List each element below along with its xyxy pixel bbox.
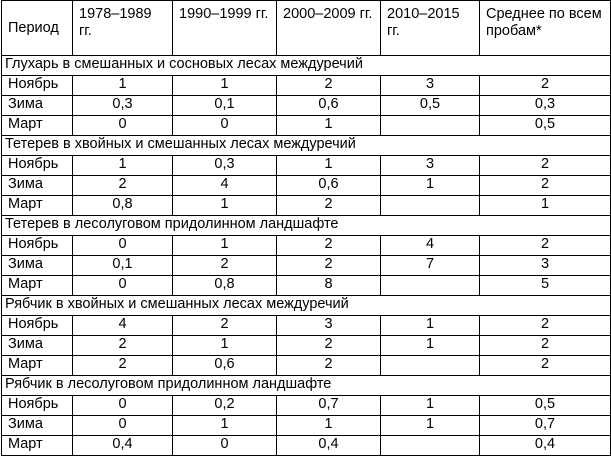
- row-label: Ноябрь: [2, 316, 73, 336]
- table-row: [2, 76, 611, 96]
- row-label: Зима: [2, 416, 73, 436]
- table-cell: 2: [277, 196, 381, 216]
- table-row: [2, 156, 611, 176]
- table-row: [2, 436, 611, 456]
- section-title: Глухарь в смешанных и сосновых лесах междуречий: [2, 56, 611, 76]
- row-label: Ноябрь: [2, 236, 73, 256]
- header-1990-1999: 1990–1999 гг.: [173, 1, 277, 56]
- header-row: [2, 1, 611, 56]
- table-cell: 0,3: [173, 156, 277, 176]
- table-cell: 2: [277, 236, 381, 256]
- table-cell: 7: [381, 256, 480, 276]
- table-cell: 0,5: [480, 116, 611, 136]
- table-cell: 1: [277, 416, 381, 436]
- table-row: [2, 396, 611, 416]
- table-row: [2, 416, 611, 436]
- table-cell: [381, 116, 480, 136]
- table-row: [2, 276, 611, 296]
- table-cell: 2: [73, 176, 173, 196]
- table-cell: 0,2: [173, 396, 277, 416]
- table-cell: 3: [381, 156, 480, 176]
- table-cell: 2: [480, 236, 611, 256]
- header-period: Период: [2, 1, 73, 56]
- row-label: Зима: [2, 256, 73, 276]
- row-label: Ноябрь: [2, 156, 73, 176]
- table-row: [2, 196, 611, 216]
- row-label: Март: [2, 436, 73, 456]
- row-label: Ноябрь: [2, 396, 73, 416]
- row-label: Март: [2, 356, 73, 376]
- table-cell: [381, 276, 480, 296]
- table-cell: 3: [381, 76, 480, 96]
- table-cell: 3: [277, 316, 381, 336]
- table-cell: 1: [277, 116, 381, 136]
- table-cell: 0,3: [480, 96, 611, 116]
- table-cell: 2: [73, 356, 173, 376]
- table-cell: 0: [73, 116, 173, 136]
- table-cell: 0,1: [173, 96, 277, 116]
- table-cell: 1: [173, 236, 277, 256]
- table-cell: [381, 196, 480, 216]
- section-header-row: [2, 296, 611, 316]
- table-cell: 1: [73, 76, 173, 96]
- table-cell: 0,5: [381, 96, 480, 116]
- table-cell: 2: [277, 256, 381, 276]
- table-cell: 1: [381, 336, 480, 356]
- row-label: Ноябрь: [2, 76, 73, 96]
- table-cell: 1: [381, 316, 480, 336]
- table-cell: 2: [173, 316, 277, 336]
- section-header-row: [2, 56, 611, 76]
- section-title: Тетерев в хвойных и смешанных лесах междуречий: [2, 136, 611, 156]
- table-cell: 1: [173, 76, 277, 96]
- data-table: [1, 0, 611, 456]
- table-cell: 1: [381, 176, 480, 196]
- row-label: Зима: [2, 96, 73, 116]
- table-cell: 0: [73, 416, 173, 436]
- table-cell: 2: [480, 76, 611, 96]
- table-cell: 2: [480, 336, 611, 356]
- table-row: [2, 336, 611, 356]
- section-title: Рябчик в лесолуговом придолинном ландшафте: [2, 376, 611, 396]
- table-cell: 1: [73, 156, 173, 176]
- section-header-row: [2, 376, 611, 396]
- table-body: [2, 56, 611, 456]
- table-row: [2, 116, 611, 136]
- table-cell: 2: [480, 356, 611, 376]
- table-cell: 0,8: [73, 196, 173, 216]
- row-label: Зима: [2, 176, 73, 196]
- table-row: [2, 176, 611, 196]
- section-header-row: [2, 216, 611, 236]
- table-cell: 0,4: [73, 436, 173, 456]
- table-cell: 2: [480, 176, 611, 196]
- table-cell: 2: [173, 256, 277, 276]
- header-1978-1989: 1978–1989 гг.: [73, 1, 173, 56]
- table-cell: 5: [480, 276, 611, 296]
- table-cell: 1: [173, 196, 277, 216]
- row-label: Зима: [2, 336, 73, 356]
- table-cell: 1: [381, 416, 480, 436]
- table-cell: 0,5: [480, 396, 611, 416]
- table-cell: 0: [173, 436, 277, 456]
- table-cell: 2: [277, 336, 381, 356]
- table-cell: 4: [173, 176, 277, 196]
- table-cell: 1: [173, 336, 277, 356]
- table-cell: 0: [73, 236, 173, 256]
- table-cell: 0,4: [277, 436, 381, 456]
- table-cell: [381, 436, 480, 456]
- section-header-row: [2, 136, 611, 156]
- table-cell: 2: [277, 356, 381, 376]
- table-cell: 2: [277, 76, 381, 96]
- table-cell: 1: [277, 156, 381, 176]
- table-cell: 0,4: [480, 436, 611, 456]
- table-cell: 0,7: [277, 396, 381, 416]
- table-cell: 2: [480, 156, 611, 176]
- table-cell: 0,3: [73, 96, 173, 116]
- row-label: Март: [2, 116, 73, 136]
- table-row: [2, 356, 611, 376]
- table-cell: 4: [381, 236, 480, 256]
- table-cell: 8: [277, 276, 381, 296]
- table-row: [2, 316, 611, 336]
- table-cell: 0,7: [480, 416, 611, 436]
- table-cell: 1: [480, 196, 611, 216]
- table-cell: [381, 356, 480, 376]
- table-cell: 2: [480, 316, 611, 336]
- header-2010-2015: 2010–2015 гг.: [381, 1, 480, 56]
- table-cell: 1: [381, 396, 480, 416]
- section-title: Рябчик в хвойных и смешанных лесах междуречий: [2, 296, 611, 316]
- table-cell: 0: [173, 116, 277, 136]
- table-cell: 4: [73, 316, 173, 336]
- header-average: Среднее по всем пробам*: [480, 1, 611, 56]
- row-label: Март: [2, 276, 73, 296]
- table-cell: 0,6: [173, 356, 277, 376]
- table-row: [2, 96, 611, 116]
- table-cell: 0,6: [277, 96, 381, 116]
- table-cell: 3: [480, 256, 611, 276]
- section-title: Тетерев в лесолуговом придолинном ландшафте: [2, 216, 611, 236]
- header-2000-2009: 2000–2009 гг.: [277, 1, 381, 56]
- table-cell: 2: [73, 336, 173, 356]
- table-row: [2, 256, 611, 276]
- table-cell: 0: [73, 276, 173, 296]
- table-cell: 1: [173, 416, 277, 436]
- table-cell: 0: [73, 396, 173, 416]
- row-label: Март: [2, 196, 73, 216]
- table-row: [2, 236, 611, 256]
- table-cell: 0,1: [73, 256, 173, 276]
- table-cell: 0,8: [173, 276, 277, 296]
- table-cell: 0,6: [277, 176, 381, 196]
